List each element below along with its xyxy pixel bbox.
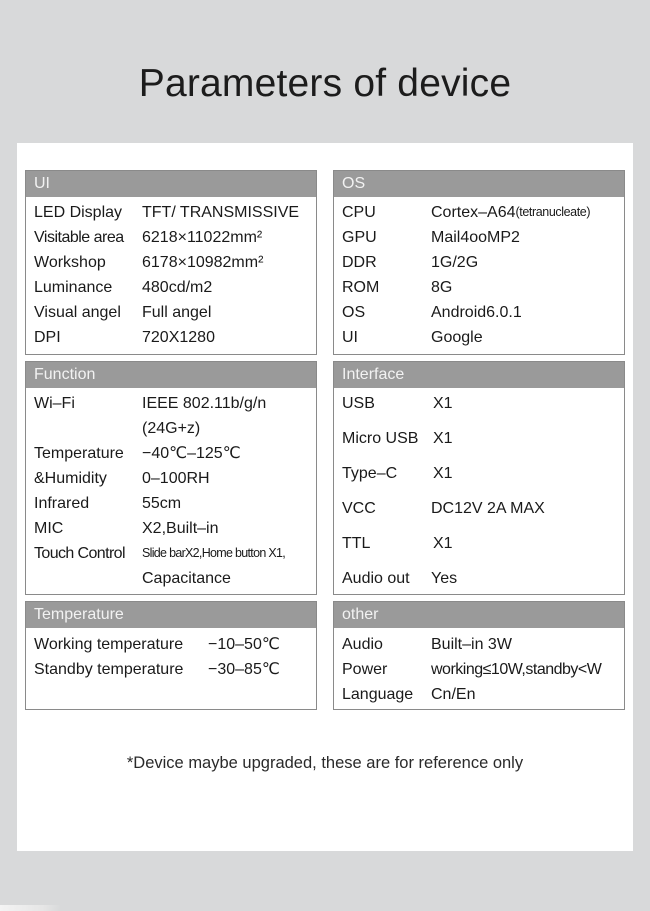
spec-label: GPU: [342, 229, 377, 246]
spec-value: Slide barX2,Home button X1,: [142, 546, 286, 560]
spec-row: [342, 325, 624, 350]
spec-value: Google: [431, 329, 483, 346]
spec-label: &Humidity: [34, 470, 107, 487]
spec-row: [34, 441, 316, 466]
panel-temperature-header: Temperature: [26, 602, 316, 628]
spec-row: [342, 200, 624, 225]
spec-label: Power: [342, 661, 388, 678]
spec-value: Full angel: [142, 304, 212, 321]
spec-row: [34, 325, 316, 350]
spec-value: Cn/En: [431, 686, 476, 703]
spec-value: Built–in 3W: [431, 636, 512, 653]
spec-label: [34, 416, 142, 441]
panel-interface: [333, 361, 625, 595]
spec-row: [342, 250, 624, 275]
spec-label: Audio out: [342, 570, 410, 587]
spec-value: −40℃–125℃: [142, 445, 241, 462]
spec-label: DDR: [342, 254, 377, 271]
spec-row: [342, 426, 624, 461]
spec-label: Visitable area: [34, 229, 124, 246]
panel-other-body: [334, 628, 624, 707]
spec-label: DPI: [34, 329, 61, 346]
spec-value: X1: [433, 535, 453, 552]
panel-os-body: [334, 197, 624, 350]
spec-value: Cortex–A64: [431, 204, 516, 221]
panel-ui-header: UI: [26, 171, 316, 197]
spec-value: Mail4ooMP2: [431, 229, 520, 246]
spec-value: 0–100RH: [142, 470, 210, 487]
spec-row: [34, 466, 316, 491]
panel-ui-body: [26, 197, 316, 350]
spec-label: UI: [342, 329, 358, 346]
spec-value: working≤10W,standby<W: [431, 661, 602, 678]
spec-row: [342, 300, 624, 325]
disclaimer-note: *Device maybe upgraded, these are for reference only: [126, 754, 524, 772]
spec-label: Language: [342, 686, 414, 703]
panel-os: [333, 170, 625, 355]
spec-label: Working temperature: [34, 636, 184, 653]
spec-value: X1: [433, 430, 453, 447]
panel-function-body: [26, 388, 316, 591]
spec-label: Temperature: [34, 445, 124, 462]
spec-value: TFT/ TRANSMISSIVE: [142, 204, 300, 221]
spec-row: [342, 566, 624, 594]
spec-row: [342, 225, 624, 250]
panel-interface-body: [334, 388, 624, 594]
spec-label: Micro USB: [342, 430, 419, 447]
spec-row: [34, 632, 316, 657]
spec-value: 1G/2G: [431, 254, 479, 271]
spec-row: [34, 566, 316, 591]
spec-label: Infrared: [34, 495, 90, 512]
spec-label: MIC: [34, 520, 64, 537]
spec-value: Yes: [431, 570, 458, 587]
spec-value: Capacitance: [142, 570, 231, 587]
spec-row: [34, 541, 316, 566]
spec-row: [342, 275, 624, 300]
spec-value: Android6.0.1: [431, 304, 522, 321]
spec-value: 6178×10982mm²: [142, 254, 264, 271]
spec-label: Visual angel: [34, 304, 121, 321]
spec-label: Wi–Fi: [34, 395, 75, 412]
spec-label: VCC: [342, 500, 376, 517]
spec-row: [34, 200, 316, 225]
spec-row: [34, 391, 316, 416]
panel-other-header: other: [334, 602, 624, 628]
spec-label: Workshop: [34, 254, 106, 271]
spec-row: [342, 682, 624, 707]
spec-value-note: (tetranucleate): [515, 205, 591, 219]
spec-value: 720X1280: [142, 329, 215, 346]
spec-row: [34, 416, 316, 441]
spec-row: [342, 496, 624, 531]
spec-label: Luminance: [34, 279, 113, 296]
panel-os-header: OS: [334, 171, 624, 197]
spec-row: [34, 225, 316, 250]
spec-row: [34, 657, 316, 682]
page-title: Parameters of device: [138, 62, 512, 105]
spec-sheet: [17, 143, 633, 851]
spec-label: Standby temperature: [34, 661, 184, 678]
spec-value: X2,Built–in: [142, 520, 219, 537]
spec-row: [342, 461, 624, 496]
spec-value: 8G: [431, 279, 453, 296]
spec-label: Type–C: [342, 465, 398, 482]
spec-value: 55cm: [142, 495, 182, 512]
panel-interface-header: Interface: [334, 362, 624, 388]
spec-row: [34, 250, 316, 275]
spec-label: CPU: [342, 204, 376, 221]
spec-row: [342, 391, 624, 426]
spec-row: [34, 516, 316, 541]
spec-value: −10–50℃: [208, 636, 280, 653]
spec-value: 480cd/m2: [142, 279, 213, 296]
spec-value: IEEE 802.11b/g/n: [142, 395, 267, 412]
panel-ui: [25, 170, 317, 355]
spec-label: ROM: [342, 279, 380, 296]
panel-function-header: Function: [26, 362, 316, 388]
spec-value: X1: [433, 395, 453, 412]
spec-label: Touch Control: [34, 545, 125, 562]
spec-value: −30–85℃: [208, 661, 280, 678]
spec-row: [342, 531, 624, 566]
spec-label: TTL: [342, 535, 371, 552]
spec-label: Audio: [342, 636, 383, 653]
spec-value: (24G+z): [142, 420, 201, 437]
spec-row: [34, 275, 316, 300]
panel-function: [25, 361, 317, 595]
spec-row: [342, 632, 624, 657]
spec-label: LED Display: [34, 204, 123, 221]
panel-other: [333, 601, 625, 710]
page-corner-decoration: [0, 905, 60, 911]
spec-row: [34, 491, 316, 516]
spec-row: [34, 300, 316, 325]
spec-value: DC12V 2A MAX: [431, 500, 545, 517]
spec-value: 6218×11022mm²: [142, 229, 263, 246]
panel-temperature-body: [26, 628, 316, 682]
spec-label: USB: [342, 395, 375, 412]
panel-temperature: [25, 601, 317, 710]
spec-label: OS: [342, 304, 366, 321]
spec-row: [342, 657, 624, 682]
spec-value: X1: [433, 465, 453, 482]
spec-label: [34, 566, 142, 591]
